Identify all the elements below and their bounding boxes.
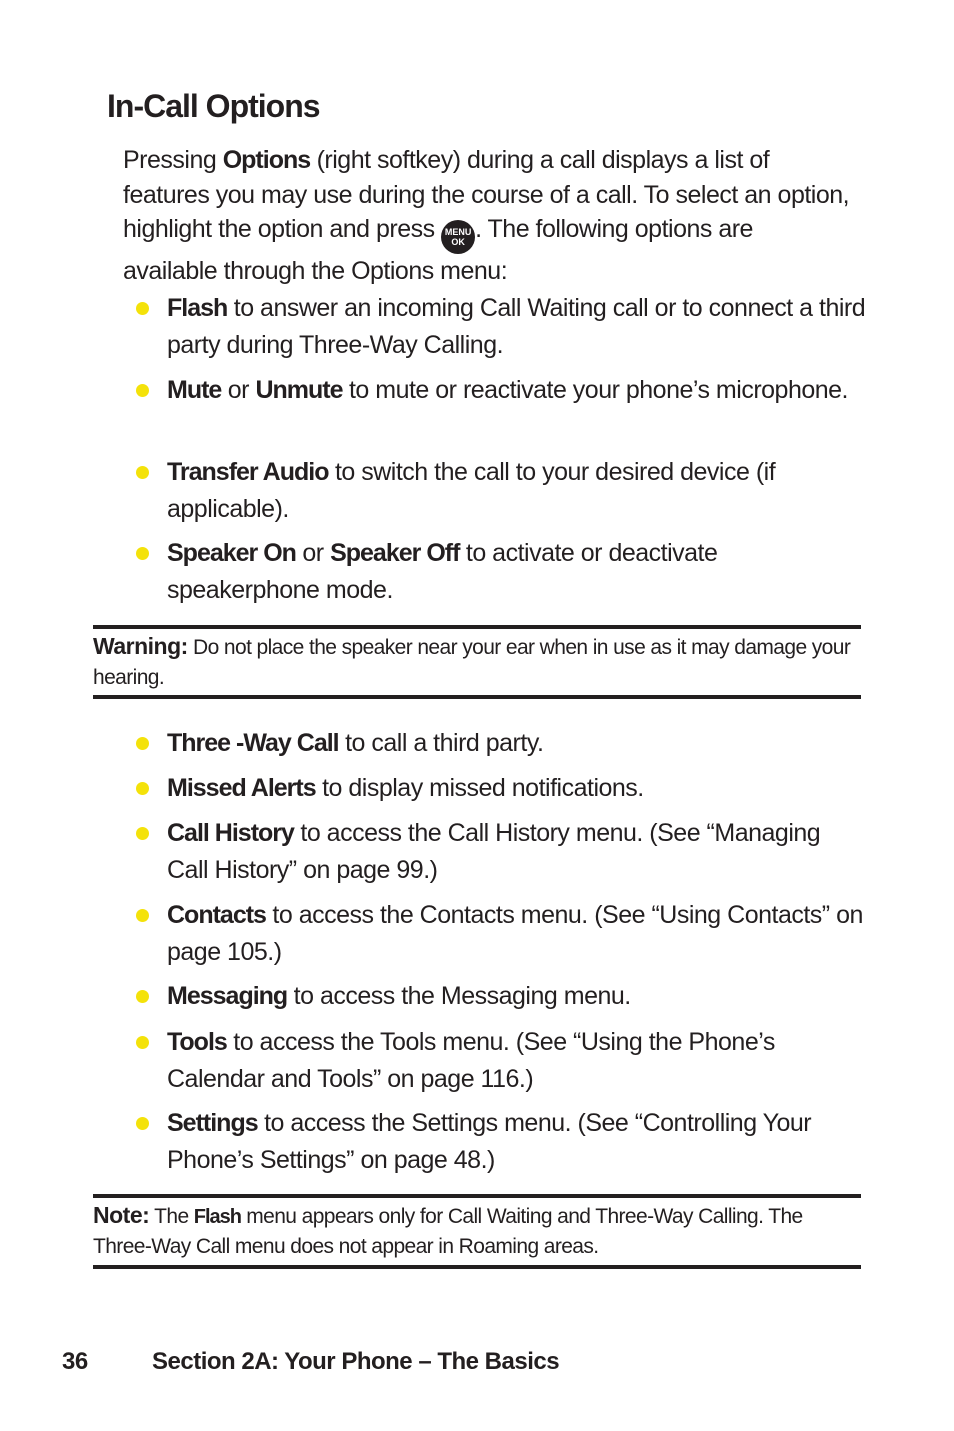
option-description: to access the Call History menu. (See “Managing Call History” on page 99.) (167, 819, 821, 884)
bullet-icon (136, 1036, 149, 1049)
note-callout (93, 1200, 861, 1262)
list-item-flash (167, 290, 867, 364)
bullet-icon (136, 384, 149, 397)
option-name: Contacts (167, 901, 266, 929)
note-flash-term: Flash (193, 1206, 242, 1228)
options-softkey-label: Options (222, 146, 311, 174)
list-item-tools (167, 1024, 867, 1098)
option-description: to access the Contacts menu. (See “Using Contacts” on page 105.) (167, 901, 863, 966)
intro-text: . The following options are available through the Options menu: (123, 215, 753, 285)
note-label: Note: (93, 1202, 150, 1228)
bullet-icon (136, 782, 149, 795)
option-description: to access the Tools menu. (See “Using the Phone’s Calendar and Tools” on page 116.) (167, 1028, 775, 1093)
list-item-call-history (167, 815, 867, 889)
list-item-mute (167, 372, 867, 409)
list-item-messaging (167, 978, 867, 1015)
option-name: Messaging (167, 982, 288, 1010)
bullet-icon (136, 737, 149, 750)
option-description: or (295, 539, 331, 567)
page-title: In-Call Options (107, 88, 320, 124)
note-top-rule (93, 1194, 861, 1198)
bullet-icon (136, 466, 149, 479)
option-name: Settings (167, 1109, 258, 1137)
warning-bottom-rule (93, 695, 861, 699)
warning-label: Warning: (93, 633, 188, 659)
option-name: Mute (167, 376, 222, 404)
option-name: Tools (167, 1028, 227, 1056)
option-name: Missed Alerts (167, 774, 316, 802)
intro-text: Pressing (123, 146, 223, 174)
warning-callout (93, 631, 861, 693)
section-title: Section 2A: Your Phone – The Basics (152, 1348, 560, 1375)
note-text: The (149, 1205, 194, 1228)
option-description: to mute or reactivate your phone’s microphone. (342, 376, 849, 404)
option-description: to display missed notifications. (315, 774, 644, 802)
bullet-icon (136, 302, 149, 315)
bullet-icon (136, 827, 149, 840)
page-number: 36 (62, 1348, 88, 1375)
list-item-settings (167, 1105, 867, 1179)
list-item-missed-alerts (167, 770, 867, 807)
ok-key-label: OK (451, 237, 465, 247)
option-description: to activate or deactivate speakerphone mode. (167, 539, 718, 604)
menu-ok-key-icon (441, 220, 475, 254)
bullet-icon (136, 547, 149, 560)
option-description: to answer an incoming Call Waiting call or to connect a third party during Three-Way Calling. (167, 294, 866, 359)
list-item-contacts (167, 897, 867, 971)
list-item-three-way-call (167, 725, 867, 762)
option-description: or (221, 376, 256, 404)
intro-text: (right softkey) during a call displays a list of features you may use during the course of a call. To select an option, highlight the option and press (123, 146, 850, 243)
option-name: Unmute (255, 376, 343, 404)
bullet-icon (136, 990, 149, 1003)
list-item-transfer-audio (167, 454, 867, 528)
option-description: to access the Settings menu. (See “Controlling Your Phone’s Settings” on page 48.) (167, 1109, 812, 1174)
note-text: menu appears only for Call Waiting and Three-Way Calling. The Three-Way Call menu does not appear in Roaming areas. (93, 1205, 803, 1258)
intro-paragraph (123, 143, 853, 289)
option-name: Call History (167, 819, 294, 847)
note-bottom-rule (93, 1265, 861, 1269)
option-description: to switch the call to your desired device (if applicable). (167, 458, 776, 523)
menu-key-label: MENU (444, 227, 472, 237)
option-name: Transfer Audio (167, 458, 329, 486)
option-name: Three -Way Call (167, 729, 339, 757)
option-name: Flash (167, 294, 228, 322)
warning-top-rule (93, 625, 861, 629)
option-name: Speaker Off (330, 539, 460, 567)
option-description: to call a third party. (338, 729, 544, 757)
list-item-speaker (167, 535, 867, 609)
option-name: Speaker On (167, 539, 296, 567)
warning-text: Do not place the speaker near your ear when in use as it may damage your hearing. (93, 636, 851, 689)
bullet-icon (136, 909, 149, 922)
bullet-icon (136, 1117, 149, 1130)
option-description: to access the Messaging menu. (287, 982, 631, 1010)
